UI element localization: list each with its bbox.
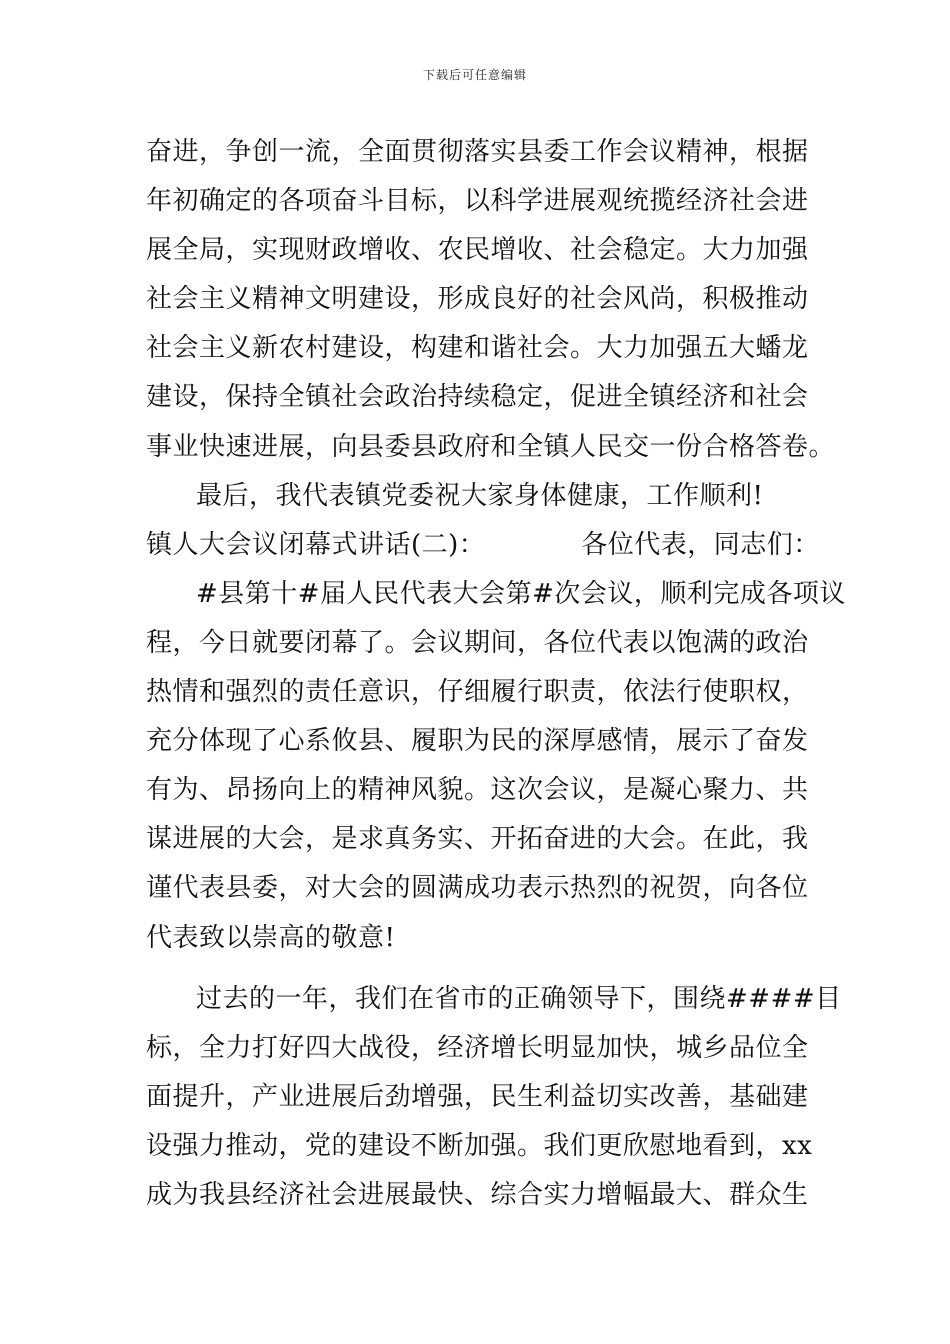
document-body (146, 128, 846, 1220)
text-line: 社会主义新农村建设，构建和谐社会。大力加强五大蟠龙 (146, 333, 809, 364)
paragraph-start-line: 过去的一年，我们在省市的正确领导下，围绕####目 (196, 983, 842, 1014)
text-line: 谨代表县委，对大会的圆满成功表示热烈的祝贺，向各位 (146, 873, 809, 904)
text-line: 热情和强烈的责任意识，仔细履行职责，依法行使职权， (146, 677, 809, 708)
text-line: 谋进展的大会，是求真务实、开拓奋进的大会。在此，我 (146, 824, 809, 855)
text-line: 展全局，实现财政增收、农民增收、社会稳定。大力加强 (146, 235, 809, 266)
paragraph-start-line: #县第十#届人民代表大会第#次会议，顺利完成各项议 (196, 578, 846, 609)
text-line: 年初确定的各项奋斗目标，以科学进展观统揽经济社会进 (146, 186, 809, 217)
text-line: 社会主义精神文明建设，形成良好的社会风尚，积极推动 (146, 284, 809, 315)
text-line: 事业快速进展，向县委县政府和全镇人民交一份合格答卷。 (146, 431, 836, 462)
text-line: 标，全力打好四大战役，经济增长明显加快，城乡品位全 (146, 1032, 809, 1063)
salutation: 各位代表，同志们： (581, 529, 820, 560)
text-line: 面提升，产业进展后劲增强，民生利益切实改善，基础建 (146, 1081, 809, 1112)
section-heading-line (146, 521, 820, 570)
text-line: 奋进，争创一流，全面贯彻落实县委工作会议精神，根据 (146, 137, 809, 167)
text-line: 有为、昂扬向上的精神风貌。这次会议，是凝心聚力、共 (146, 775, 809, 806)
text-line: 成为我县经济社会进展最快、综合实力增幅最大、群众生 (146, 1179, 809, 1210)
text-line: 建设，保持全镇社会政治持续稳定，促进全镇经济和社会 (146, 382, 809, 413)
text-line: 充分体现了心系攸县、履职为民的深厚感情，展示了奋发 (146, 726, 809, 757)
section-title: 镇人大会议闭幕式讲话(二)： (146, 529, 486, 560)
text-line: 设强力推动，党的建设不断加强。我们更欣慰地看到，xx (146, 1130, 813, 1161)
text-line: 程，今日就要闭幕了。会议期间，各位代表以饱满的政治 (146, 627, 809, 658)
closing-line: 最后，我代表镇党委祝大家身体健康，工作顺利! (196, 480, 764, 511)
page-header: 下载后可任意编辑 (422, 68, 527, 82)
text-line: 代表致以崇高的敬意! (146, 922, 396, 953)
